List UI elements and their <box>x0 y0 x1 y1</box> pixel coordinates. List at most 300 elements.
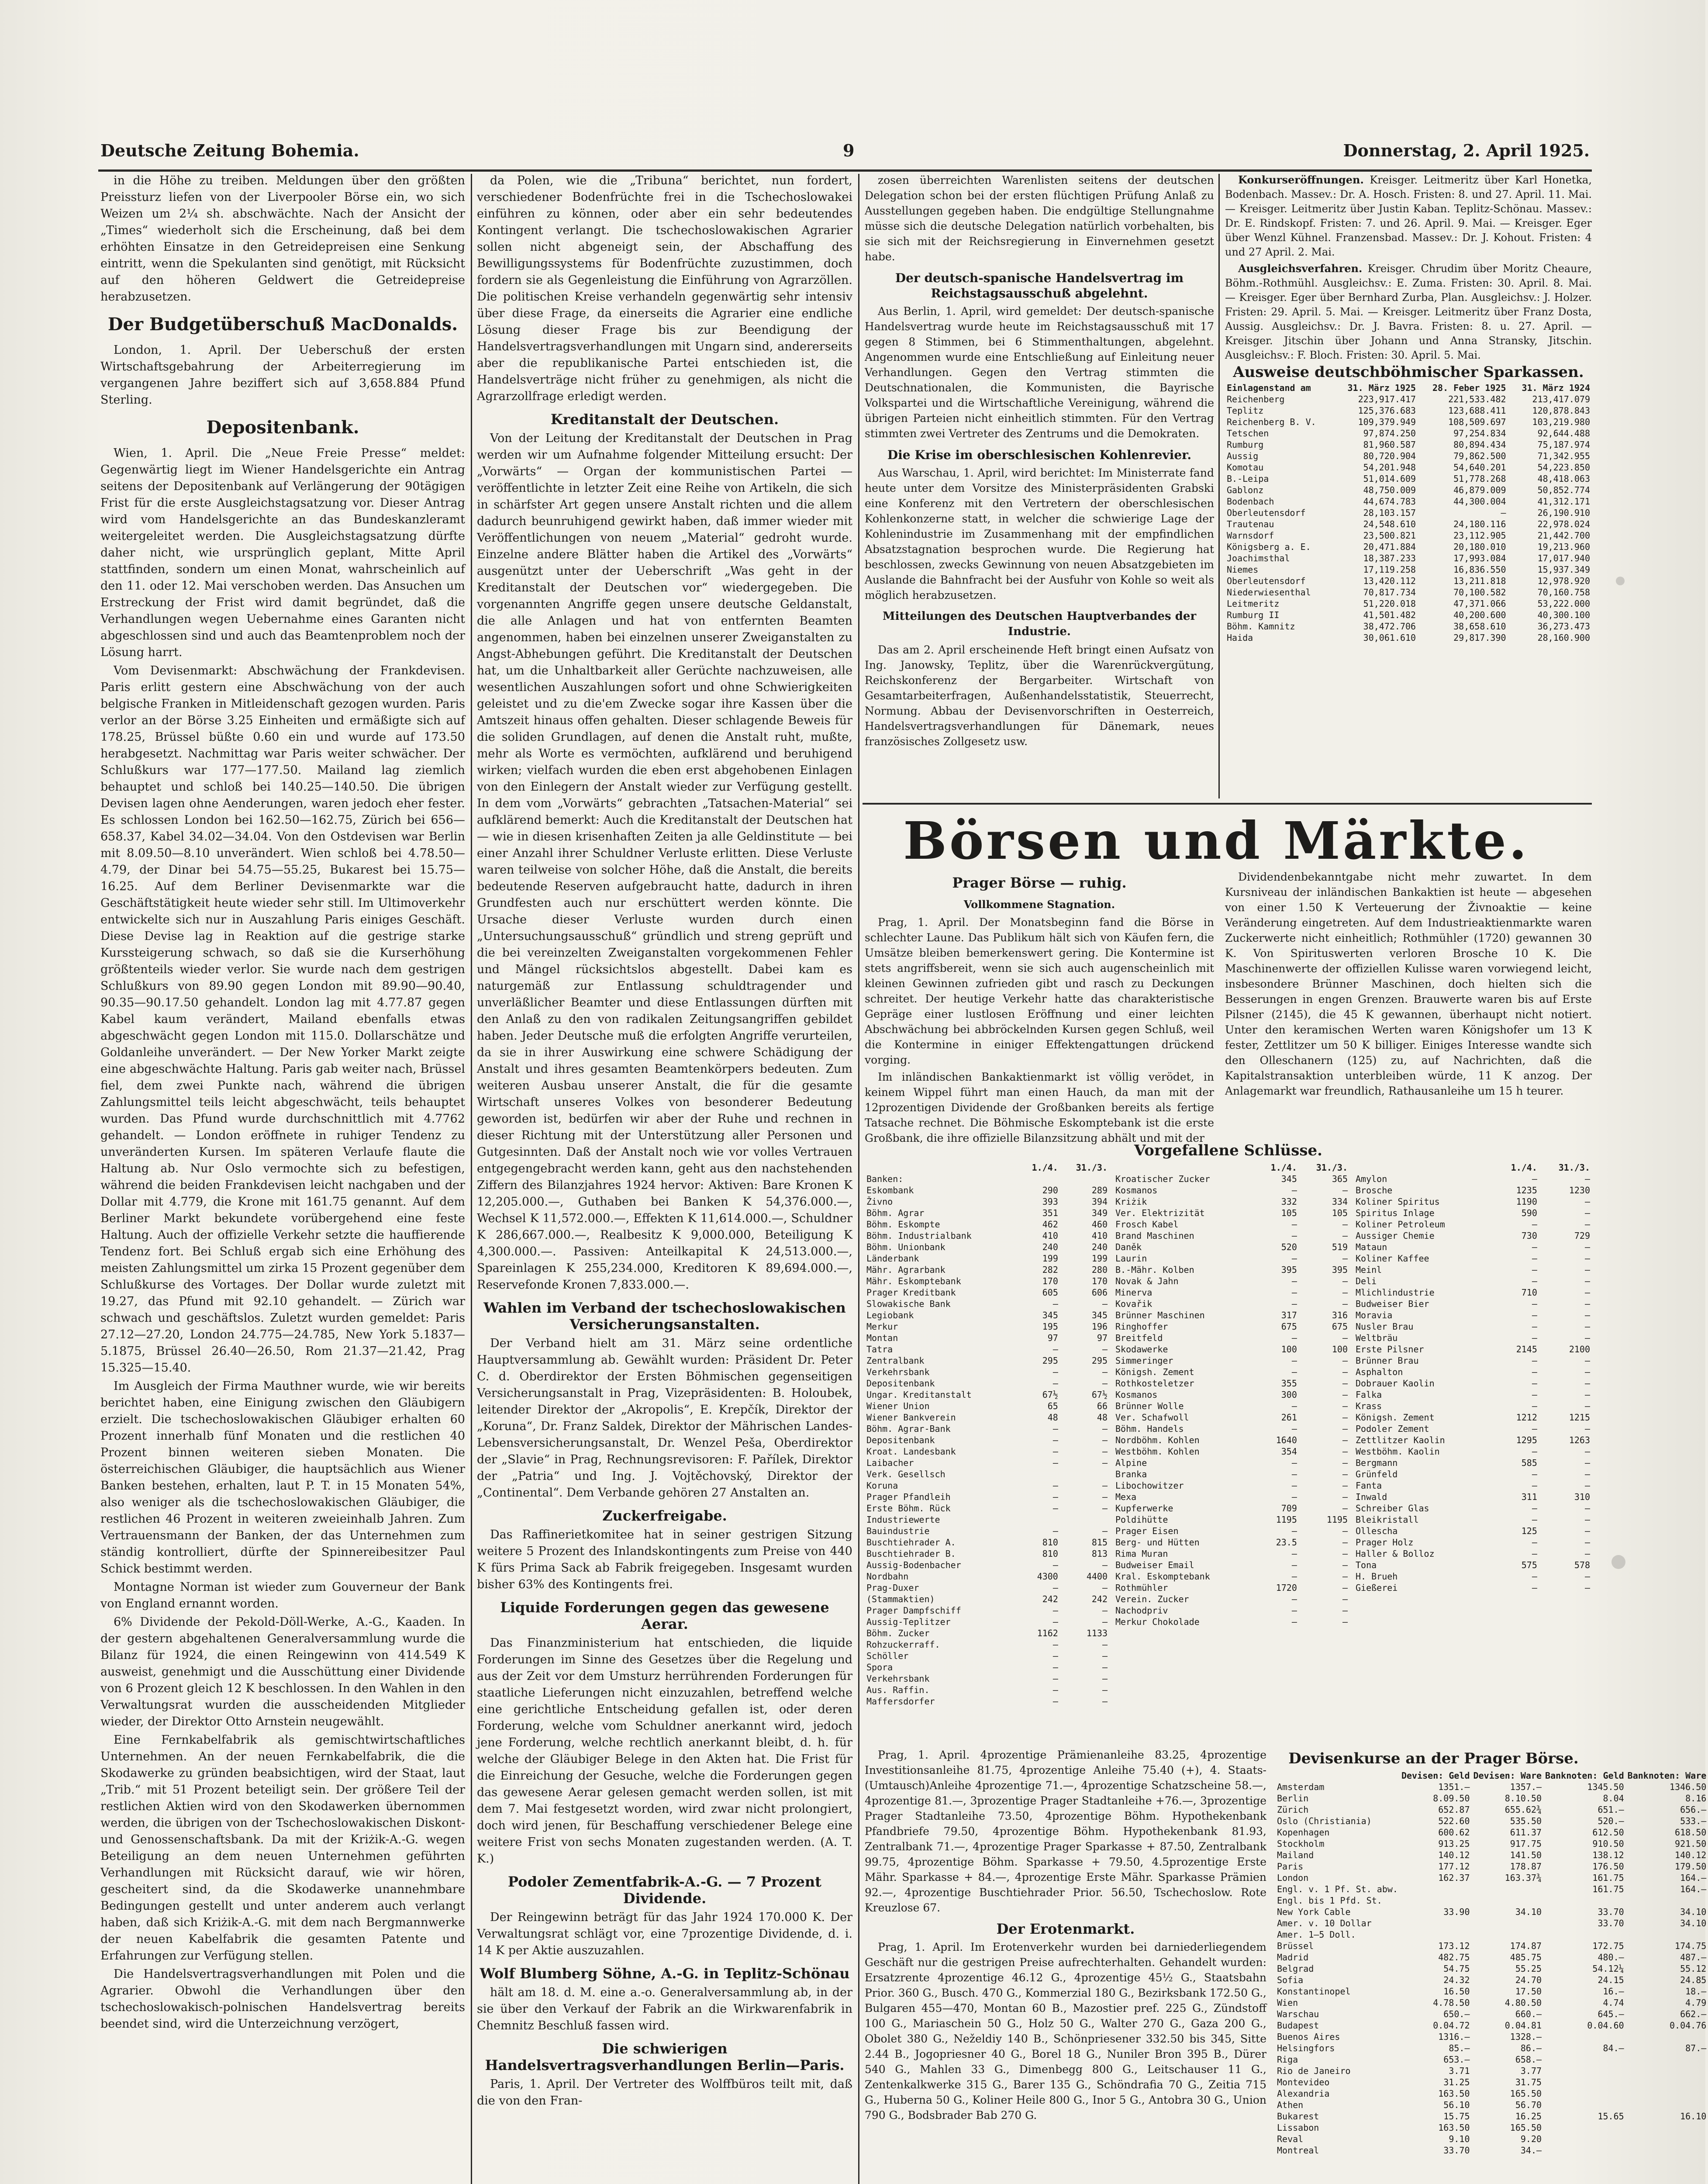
table-row <box>1354 1241 1592 1253</box>
table-cell: 165.50 <box>1510 2088 1542 2099</box>
table-cell: — <box>1291 1219 1297 1230</box>
schluesse-block-b <box>1114 1162 1349 1743</box>
article-headline: Der Budgetüberschuß MacDonalds. <box>107 314 458 335</box>
table-cell: — <box>1052 1435 1058 1445</box>
schluesse-title: Vorgefallene Schlüsse. <box>1134 1142 1322 1159</box>
table-cell: Amer. 1—5 Doll. <box>1277 1929 1356 1940</box>
table-cell: — <box>1052 1685 1058 1695</box>
table-row <box>1114 1593 1349 1605</box>
table-row <box>1114 1241 1349 1253</box>
schluesse-table-b <box>1114 1162 1349 1628</box>
table-cell: 24,548.610 <box>1363 519 1416 529</box>
table-cell: — <box>1052 1503 1058 1514</box>
table-cell: — <box>1532 1424 1537 1434</box>
table-cell: — <box>1291 1185 1297 1196</box>
table-cell: — <box>1584 1548 1590 1559</box>
table-cell: Ollescha <box>1356 1526 1398 1536</box>
section-text: Kreisger. Leitmeritz über Karl Honetka, Bodenbach. Massev.: Dr. A. Hosch. Fristen: 8. und 27. April. 11. Mai. — Kreisger. Leitmeritz über Justin Kaban. Teplitz-Schönau. Massev.: Dr. E. Rindskopf. Fristen: 7. und 26. April. 9. Mai. — Kreisger. Eger über Wenzl Kühnel. Franzensbad. Massev.: Dr. J. Kohout. Fristen: 4 und 27 April. 2. Mai. <box>1225 174 1592 258</box>
table-cell <box>1018 1173 1060 1185</box>
table-row <box>865 1423 1109 1434</box>
table-cell: Nordbahn <box>866 1571 909 1582</box>
table-cell: Joachimsthal <box>1227 553 1290 563</box>
table-cell: Ver. Elektrizität <box>1115 1208 1205 1218</box>
table-row <box>1114 1366 1349 1378</box>
table-cell: — <box>1102 1424 1108 1434</box>
table-cell: — <box>1532 1333 1537 1343</box>
table-cell: Westböhm. Kohlen <box>1115 1446 1200 1457</box>
table-row <box>1275 1895 1708 1906</box>
table-row <box>1114 1264 1349 1275</box>
table-cell: — <box>1291 1617 1297 1627</box>
table-cell: (Stammaktien) <box>866 1594 935 1604</box>
table-cell: — <box>1532 1321 1537 1332</box>
table-cell: 351 <box>1042 1208 1058 1218</box>
table-cell: — <box>1342 1333 1348 1343</box>
table-cell: 612.50 <box>1592 1827 1624 1838</box>
table-cell: Buschtiehrader A. <box>866 1537 956 1548</box>
table-cell: Oberleutensdorf <box>1227 576 1306 586</box>
table-cell: Simmeringer <box>1115 1355 1173 1366</box>
table-cell: — <box>1342 1548 1348 1559</box>
table-cell: Aussig-Bodenbacher <box>866 1560 961 1570</box>
table-cell: — <box>1342 1469 1348 1479</box>
table-cell: 280 <box>1091 1265 1108 1275</box>
table-row <box>1114 1571 1349 1582</box>
table-cell: Komotau <box>1227 462 1264 473</box>
article-headline: Mitteilungen des Deutschen Hauptverbandes der Industrie. <box>882 610 1197 638</box>
table-cell: 575 <box>1521 1560 1537 1570</box>
table-row <box>1275 1974 1708 1986</box>
table-cell <box>1543 1895 1626 1906</box>
table-row <box>865 1366 1109 1378</box>
table-row <box>1275 2145 1708 2156</box>
table-row <box>1354 1287 1592 1298</box>
table-cell: 1720 <box>1276 1583 1297 1593</box>
table-cell: 4.74 <box>1603 1997 1624 2008</box>
table-cell: — <box>1584 1469 1590 1479</box>
table-cell: Engl. v. 1 Pf. St. abw. <box>1277 1884 1398 1894</box>
table-cell: 1235 <box>1516 1185 1537 1196</box>
table-cell: 33.70 <box>1598 1918 1624 1928</box>
section-title: Ausgleichsverfahren. <box>1238 262 1363 275</box>
table-cell: 710 <box>1521 1287 1537 1298</box>
table-cell: — <box>1102 1605 1108 1616</box>
table-cell: — <box>1052 1344 1058 1355</box>
table-row <box>865 1355 1109 1366</box>
table-cell: — <box>1584 1401 1590 1411</box>
table-row <box>1354 1185 1592 1196</box>
table-cell: Deli <box>1356 1276 1377 1286</box>
table-cell: — <box>1052 1367 1058 1377</box>
table-cell <box>1626 1895 1708 1906</box>
table-cell: 24.15 <box>1598 1975 1624 1985</box>
table-row <box>1114 1582 1349 1593</box>
table-cell: Bauindustrie <box>866 1526 930 1536</box>
page-number: 9 <box>843 141 855 160</box>
table-row <box>1354 1491 1592 1503</box>
table-row <box>1225 541 1592 553</box>
table-cell: — <box>1342 1185 1348 1196</box>
article-text: Der Verband hielt am 31. März seine ordentliche Hauptversammlung ab. Gewählt wurden: Präsident Dr. Peter C. d. Oberdirektor der Ersten Böhmischen gegenseitigen Versicherungsanstalt in Prag, Vizepräsidenten: B. Holoubek, leitender Direktor der „Akropolis“, E. Krepčík, Direktor der „Koruna“, Dr. Franz Saldek, Direktor der Mährischen Landes-Lebensversicherungsanstalt, Dr. Wenzel Peša, Oberdirektor der „Slavie“ in Prag, Rechnungsrevisoren: F. Pařílek, Direktor der „Patria“ und Ing. J. Vojtěchovský, Direktor der „Continental“. Dem Verbande gehören 27 Anstalten an. <box>477 1337 852 1500</box>
table-cell: 141.50 <box>1510 1850 1542 1860</box>
table-cell: 140.12 <box>1675 1850 1707 1860</box>
sparkassen-table <box>1225 382 1592 643</box>
table-cell: 80,720.904 <box>1363 451 1416 461</box>
table-cell: 462 <box>1042 1219 1058 1230</box>
table-cell: 8.10.50 <box>1504 1793 1542 1804</box>
table-cell: 162.37 <box>1438 1873 1470 1883</box>
table-cell: 51,014.609 <box>1363 473 1416 484</box>
article-text: Dividendenbekanntgabe nicht mehr zuwartet. In dem Kursniveau der inländischen Bankaktien ist heute — abgesehen von einer 1.50 K Verteuerung der Živnoaktie — keine Veränderung eingetreten. Auf dem Industrieaktienmarkte waren Zuckerwerte nicht einheitlich; Rothmühler (1720) gewannen 30 K. Von Spirituswerten verloren Brosche 10 K. Die Maschinenwerte der offiziellen Kulisse waren vorwiegend leicht, insbesondere Brünner Maschinen, doch hielten sich die Besserungen in engen Grenzen. Brauwerte waren bis auf Erste Pilsner (2145), die 45 K gewannen, überhaupt nicht notiert. Unter den keramischen Werten waren Königshofer um 13 K fester, Zettlitzer um 50 K billiger. Einiges Interesse wandte sich den Olleschanern (125) zu, auf Nachrichten, daß die Kapitalstransaktion unterbleiben würde, 11 K anzog. Der Anlagemarkt war freundlich, Rathausanleihe um 15 h teurer. <box>1225 871 1592 1097</box>
table-cell: 394 <box>1091 1196 1108 1207</box>
table-cell: — <box>1291 1492 1297 1502</box>
table-row <box>1275 1997 1708 2008</box>
table-cell: — <box>1102 1503 1108 1514</box>
table-cell: — <box>1342 1230 1348 1241</box>
table-row <box>865 1412 1109 1423</box>
table-cell: 163.50 <box>1438 2088 1470 2099</box>
table-row <box>865 1264 1109 1275</box>
table-cell: Rothkosteletzer <box>1115 1378 1194 1389</box>
table-cell: 365 <box>1332 1174 1348 1184</box>
table-cell: Oslo (Christiania) <box>1277 1816 1372 1826</box>
table-cell: 585 <box>1521 1458 1537 1468</box>
table-cell: 2100 <box>1569 1344 1590 1355</box>
table-cell <box>1543 2077 1626 2088</box>
table-cell: Paris <box>1277 1861 1304 1872</box>
table-cell: — <box>1532 1571 1537 1582</box>
table-cell: B.-Mähr. Kolben <box>1115 1265 1194 1275</box>
table-cell: 70,100.582 <box>1453 587 1506 598</box>
table-cell: Königsh. Zement <box>1115 1367 1194 1377</box>
table-cell: 75,187.974 <box>1537 439 1590 450</box>
table-row <box>1114 1332 1349 1344</box>
table-cell: 1212 <box>1516 1412 1537 1423</box>
table-cell: — <box>1102 1685 1108 1695</box>
table-row <box>1225 621 1592 632</box>
table-row <box>1354 1253 1592 1264</box>
article-text: Paris, 1. April. Der Vertreter des Wolffbüros teilt mit, daß die von den Fran- <box>477 2077 852 2108</box>
table-cell: — <box>1342 1253 1348 1264</box>
table-cell: Mlichlindustrie <box>1356 1287 1435 1298</box>
table-cell: Devisen: Geld <box>1401 1770 1470 1781</box>
table-cell <box>1060 1514 1109 1525</box>
boerse-column-right <box>1225 869 1592 1131</box>
table-cell: 48,418.063 <box>1537 473 1590 484</box>
table-cell: 460 <box>1091 1219 1108 1230</box>
table-cell: — <box>1342 1424 1348 1434</box>
table-cell: 300 <box>1281 1389 1297 1400</box>
table-row <box>1354 1412 1592 1423</box>
table-cell: 533.— <box>1680 1816 1707 1826</box>
table-cell: 125 <box>1521 1526 1537 1536</box>
table-row <box>1275 1906 1708 1918</box>
table-cell: — <box>1052 1560 1058 1570</box>
table-cell: 84.— <box>1603 2043 1624 2053</box>
table-cell <box>1626 2077 1708 2088</box>
table-cell: 70,817.734 <box>1363 587 1416 598</box>
table-row <box>865 1559 1109 1571</box>
table-cell: 23,500.821 <box>1363 530 1416 541</box>
table-cell: — <box>1102 1560 1108 1570</box>
article-headline: Der Erotenmarkt. <box>996 1921 1135 1937</box>
table-cell: Bodenbach <box>1227 496 1274 507</box>
table-cell: — <box>1102 1344 1108 1355</box>
table-cell: 345 <box>1281 1174 1297 1184</box>
table-cell: — <box>1291 1469 1297 1479</box>
table-cell: 48,750.009 <box>1363 485 1416 495</box>
table-row <box>1225 473 1592 484</box>
table-cell: 910.50 <box>1592 1838 1624 1849</box>
table-cell <box>1060 1173 1109 1185</box>
table-cell: Spora <box>866 1662 893 1673</box>
scan-spot <box>1611 1555 1625 1569</box>
table-cell: Teplitz <box>1227 405 1264 416</box>
table-cell: 349 <box>1091 1208 1108 1218</box>
table-cell: 17,119.258 <box>1363 564 1416 575</box>
table-cell: 140.12 <box>1438 1850 1470 1860</box>
table-cell: 26,190.910 <box>1537 508 1590 518</box>
table-cell: Tona <box>1356 1560 1377 1570</box>
table-cell: — <box>1584 1333 1590 1343</box>
table-row <box>865 1548 1109 1559</box>
table-cell: 355 <box>1281 1378 1297 1389</box>
table-cell: — <box>1052 1299 1058 1309</box>
table-cell: Krass <box>1356 1401 1382 1411</box>
table-cell: 242 <box>1042 1594 1058 1604</box>
table-cell: Dobrauer Kaolin <box>1356 1378 1435 1389</box>
table-cell: Böhm. Zucker <box>866 1628 930 1638</box>
article-text: Prag, 1. April. Der Monatsbeginn fand die Börse in schlechter Laune. Das Publikum hält sich von Käufen fern, die Umsätze bleiben bemerkenswert gering. Die Kontermine ist stets angriffsbereit, wenn sie sich auch augenscheinlich mit kleinen Gewinnen zufrieden gibt und rasch zu Deckungen schreitet. Der heutige Verkehr hatte das charakteristische Gepräge einer lustlosen Eröffnung und einer leichten Abschwächung bei abbröckelnden Kursen gegen Schluß, weil die Kontermine in einiger Effektengattungen drückend vorging. <box>865 916 1214 1066</box>
table-cell: Merkur <box>866 1321 898 1332</box>
table-row <box>865 1593 1109 1605</box>
article-text: zosen überreichten Warenlisten seitens der deutschen Delegation schon bei der ersten flüchtigen Prüfung Anlaß zu Ausstellungen gegeben haben. Die endgültige Stellungnahme müsse sich die deutsche Delegation natürlich vorbehalten, bis sie sich mit der Reichsregierung in Einvernehmen gesetzt habe. <box>865 174 1214 263</box>
table-cell: Gießerei <box>1356 1583 1398 1593</box>
table-cell: Depositenbank <box>866 1378 935 1389</box>
table-cell <box>1626 2122 1708 2133</box>
page-header <box>100 141 1590 167</box>
table-cell <box>1018 1469 1060 1480</box>
table-cell: Verkehrsbank <box>866 1367 930 1377</box>
table-cell: 174.87 <box>1510 1941 1542 1951</box>
table-cell: Prager Eisen <box>1115 1526 1179 1536</box>
table-cell: 2145 <box>1516 1344 1537 1355</box>
table-cell: — <box>1584 1299 1590 1309</box>
table-cell: Budweiser Bier <box>1356 1299 1429 1309</box>
table-cell: Engl. bis 1 Pfd. St. <box>1277 1895 1382 1906</box>
table-cell: 163.50 <box>1438 2122 1470 2133</box>
table-cell: — <box>1102 1526 1108 1536</box>
table-cell: — <box>1532 1378 1537 1389</box>
table-cell: — <box>1532 1265 1537 1275</box>
table-cell: 240 <box>1042 1242 1058 1252</box>
table-row <box>1354 1480 1592 1491</box>
table-cell: Mexa <box>1115 1492 1137 1502</box>
table-cell: Prager Dampfschiff <box>866 1605 961 1616</box>
table-cell: Budapest <box>1277 2020 1319 2031</box>
table-cell: 170 <box>1091 1276 1108 1286</box>
table-cell: — <box>1532 1174 1537 1184</box>
table-cell: — <box>1584 1219 1590 1230</box>
table-row <box>1114 1480 1349 1491</box>
table-row <box>1225 428 1592 439</box>
table-cell: 15,937.349 <box>1537 564 1590 575</box>
table-cell: Einlagenstand am <box>1227 383 1311 393</box>
table-cell: Rima Muran <box>1115 1548 1168 1559</box>
table-row <box>1354 1469 1592 1480</box>
table-cell: Industriewerte <box>866 1514 940 1525</box>
table-cell: Rumburg II <box>1227 610 1280 620</box>
table-cell: Merkur Chokolade <box>1115 1617 1200 1627</box>
table-cell: Devisen: Ware <box>1473 1770 1542 1781</box>
table-cell: 810 <box>1042 1537 1058 1548</box>
table-cell: Branka <box>1115 1469 1147 1479</box>
table-row <box>1114 1525 1349 1537</box>
table-row <box>1354 1207 1592 1219</box>
table-row <box>865 1639 1109 1650</box>
table-row <box>1225 598 1592 609</box>
table-row <box>865 1582 1109 1593</box>
table-cell: Bergmann <box>1356 1458 1398 1468</box>
article-headline: Die schwierigen Handelsvertragsverhandlungen Berlin—Paris. <box>485 2040 845 2073</box>
table-cell: 13,420.112 <box>1363 576 1416 586</box>
table-cell: Nusler Brau <box>1356 1321 1414 1332</box>
table-row <box>1354 1321 1592 1332</box>
table-header-row <box>1114 1162 1349 1173</box>
table-cell: — <box>1584 1253 1590 1264</box>
table-cell: Daněk <box>1115 1242 1142 1252</box>
article-headline: Zuckerfreigabe. <box>602 1507 727 1524</box>
table-cell: Prager Kreditbank <box>866 1287 956 1298</box>
table-row <box>1114 1434 1349 1446</box>
table-cell: 345 <box>1042 1310 1058 1320</box>
table-cell <box>1543 2054 1626 2065</box>
table-cell: Niemes <box>1227 564 1259 575</box>
table-cell: — <box>1532 1299 1537 1309</box>
table-cell: Kosmanos <box>1115 1185 1158 1196</box>
table-cell: — <box>1584 1458 1590 1468</box>
table-row <box>1114 1514 1349 1525</box>
table-row <box>865 1673 1109 1684</box>
sparkassen-title: Ausweise deutschböhmischer Sparkassen. <box>1233 363 1584 381</box>
table-cell: 196 <box>1091 1321 1108 1332</box>
table-row <box>1114 1412 1349 1423</box>
table-cell: — <box>1291 1526 1297 1536</box>
table-header-row <box>865 1162 1109 1173</box>
schluesse-block-a <box>865 1162 1109 1743</box>
table-cell <box>1114 1162 1256 1173</box>
article-headline: Wahlen im Verband der tschechoslowakischen Versicherungsanstalten. <box>483 1299 846 1333</box>
table-cell: 1295 <box>1516 1435 1537 1445</box>
table-row <box>1114 1559 1349 1571</box>
table-cell: — <box>1102 1367 1108 1377</box>
table-header-row <box>1225 382 1592 394</box>
table-row <box>1275 1929 1708 1940</box>
table-row <box>865 1650 1109 1662</box>
table-cell: 240 <box>1091 1242 1108 1252</box>
table-cell: 161.75 <box>1592 1873 1624 1883</box>
table-cell: 41,312.171 <box>1537 496 1590 507</box>
article-headline: Podoler Zementfabrik-A.-G. — 7 Prozent Dividende. <box>508 1873 821 1907</box>
table-cell: — <box>1052 1492 1058 1502</box>
table-cell: Montevideo <box>1277 2077 1330 2087</box>
table-cell: 645.— <box>1598 2009 1624 2019</box>
table-cell: Buenos Aires <box>1277 2032 1340 2042</box>
table-cell: Mähr. Eskomptebank <box>866 1276 961 1286</box>
table-cell: — <box>1052 1662 1058 1673</box>
table-row <box>1354 1310 1592 1321</box>
table-cell: — <box>1532 1537 1537 1548</box>
table-cell: — <box>1342 1594 1348 1604</box>
table-cell: 54,201.948 <box>1363 462 1416 473</box>
table-cell: — <box>1532 1514 1537 1525</box>
table-cell: 709 <box>1281 1503 1297 1514</box>
article-text: Prag, 1. April. Im Erotenverkehr wurden bei darniederliegendem Geschäft nur die gestrigen Preise aufrechterhalten. Gehandelt wurden: Ersatzrente 4prozentige 46.12 G., 4prozentige 45½ G., Staatsbahn Prior. 360 G., Busch. 470 G., Kommerzial 180 G., Bezirksbank 172.50 G., Bulgaren 455—470, Montan 60 B., Mazostier pref. 225 G., Zündstoff 100 G., Mariaschein 50 G., Holz 50 G., Walter 270 G., Gaza 200 G., Obolet 380 G., Neželdiy 140 B., Schönpriesener 332.50 bis 345, Sitte 2.44 B., Jogopriesner 40 G., Borel 18 G., Nuniler Bron 395 B., Dürer 540 G., Mahlen 33 G., Dimenbegg 800 G., Leitschauser 11 G., Zentenkalkwerke 315 G., Barer 135 G., Schöndrafia 70 G., Zeitia 715 G., Huberna 50 G., Koliner Heile 800 G., Inor 5 G., Antobra 30 G., Union 790 G., Bodsbrader Bab 270 G. <box>865 1941 1266 2122</box>
table-cell: 653.— <box>1443 2054 1470 2065</box>
article-text: Das am 2. April erscheinende Heft bringt einen Aufsatz von Ing. Janowsky, Teplitz, über die Warenrückvergütung, Reichskonferenz der Bergarbeiter. Wirtschaft von Gesamtarbeiterfragen, Außenhandelsstatistik, Steuerrecht, Normung. Abbau der Devisenvorschriften in Oesterreich, Handelsvertragsverhandlungen für Dänemark, neues französisches Zollgesetz usw. <box>865 643 1214 748</box>
table-cell: — <box>1052 1673 1058 1684</box>
article-text: da Polen, wie die „Tribuna“ berichtet, nun fordert, verschiedener Bodenfrüchte frei in die Tschechoslowakei einführen zu können, oder aber ein sehr bedeutendes Kontingent verlangt. Die tschechoslowakischen Agrarier sollen nicht abgeneigt sein, der Abschaffung des Bewilligungssystems für Bodenfrüchte zuzustimmen, doch fordern sie als Gegenleistung die Einführung von Agrarzöllen. Die politischen Kreise verhandeln gegenwärtig sehr intensiv über diese Frage, da einerseits die Agrarier eine endliche Lösung dieser Frage bis zur Beendigung der Handelsvertragsverhandlungen mit Ungarn sind, andererseits aber die republikanische Partei entschieden ist, die Handelsverträge nicht früher zu genehmigen, als nicht die Agrarzollfrage erledigt werden. <box>477 174 852 403</box>
table-cell: 100 <box>1281 1344 1297 1355</box>
table-cell: 0.04.72 <box>1433 2020 1470 2031</box>
table-cell: 1345.50 <box>1587 1782 1624 1792</box>
table-row <box>865 1173 1109 1185</box>
table-cell: 410 <box>1042 1230 1058 1241</box>
table-row <box>1114 1423 1349 1434</box>
table-cell <box>1275 1770 1400 1781</box>
table-row <box>1354 1219 1592 1230</box>
table-cell: 17.50 <box>1515 1986 1542 1997</box>
table-row <box>865 1230 1109 1241</box>
table-cell: — <box>1102 1446 1108 1457</box>
table-cell: 482.75 <box>1438 1952 1470 1963</box>
table-row <box>1354 1446 1592 1457</box>
table-cell: Alexandria <box>1277 2088 1330 2099</box>
table-cell: Brosche <box>1356 1185 1393 1196</box>
article-subheadline: Vollkommene Stagnation. <box>963 898 1115 911</box>
table-cell: Libochowitzer <box>1115 1480 1184 1491</box>
table-cell: Athen <box>1277 2100 1304 2110</box>
table-cell: Kupferwerke <box>1115 1503 1173 1514</box>
table-cell: 38,472.706 <box>1363 621 1416 632</box>
table-cell: — <box>1532 1480 1537 1491</box>
table-cell: 30,061.610 <box>1363 632 1416 643</box>
table-cell: 223,917.417 <box>1358 394 1416 404</box>
table-cell: — <box>1342 1367 1348 1377</box>
table-row <box>1225 439 1592 450</box>
table-cell: — <box>1532 1242 1537 1252</box>
table-cell: 8.09.50 <box>1433 1793 1470 1804</box>
table-cell: Maffersdorfer <box>866 1696 935 1707</box>
table-cell: 16.50 <box>1443 1986 1470 1997</box>
table-cell: — <box>1584 1446 1590 1457</box>
table-cell <box>1543 1929 1626 1940</box>
table-cell: — <box>1291 1367 1297 1377</box>
table-cell: — <box>1532 1401 1537 1411</box>
table-cell: 48 <box>1047 1412 1058 1423</box>
article-headline: Die Krise im oberschlesischen Kohlenrevier. <box>887 448 1192 462</box>
table-cell: Wiener Bankverein <box>866 1412 956 1423</box>
table-cell: Königsh. Zement <box>1356 1412 1435 1423</box>
table-row <box>865 1185 1109 1196</box>
table-row <box>1354 1400 1592 1412</box>
table-cell: 24.85 <box>1680 1975 1707 1985</box>
table-row <box>865 1662 1109 1673</box>
table-cell: 170 <box>1042 1276 1058 1286</box>
table-cell: 4.80.50 <box>1504 1997 1542 2008</box>
table-cell: — <box>1291 1355 1297 1366</box>
table-row <box>1354 1366 1592 1378</box>
